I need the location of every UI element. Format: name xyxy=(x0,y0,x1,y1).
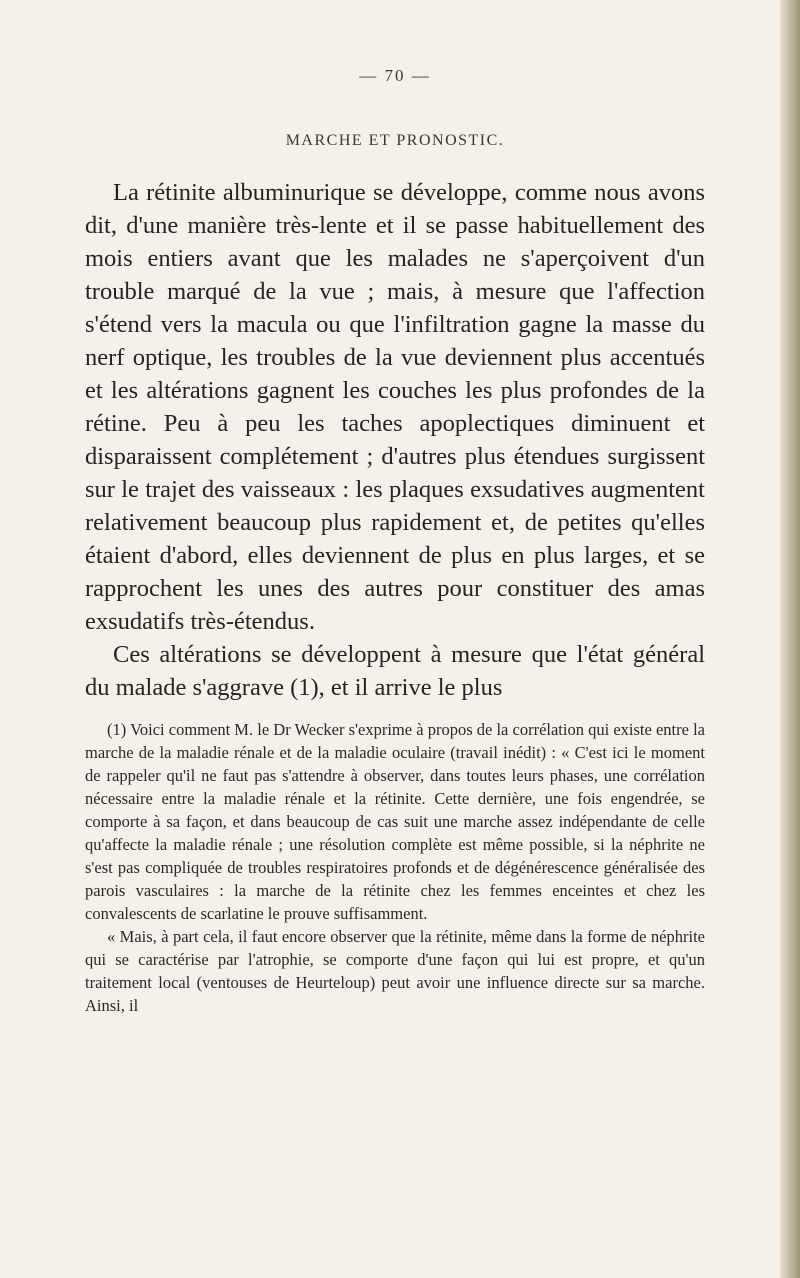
body-paragraph: Ces altérations se développent à mesure que l'état général du malade s'aggrave (1), et il arrive le plus xyxy=(85,641,705,701)
main-text xyxy=(85,176,705,704)
page-edge-shadow xyxy=(780,0,800,1278)
body-paragraph: La rétinite albuminurique se développe, comme nous avons dit, d'une manière très-lente et il se passe habituellement des mois entiers avant que les malades ne s'aperçoivent d'un trouble marqué de la vue ; mais, à mesure que l'affection s'étend vers la macula ou que l'infiltration gagne la masse du nerf optique, les troubles de la vue deviennent plus accentués et les altérations gagnent les couches les plus profondes de la rétine. Peu à peu les taches apoplectiques diminuent et disparaissent complétement ; d'autres plus étendues surgissent sur le trajet des vaisseaux : les plaques exsudatives augmentent relativement beaucoup plus rapidement et, de petites qu'elles étaient d'abord, elles deviennent de plus en plus larges, et se rapprochent les unes des autres pour constituer des amas exsudatifs très-étendus. xyxy=(85,179,705,635)
footnote xyxy=(85,718,705,1017)
running-head: MARCHE ET PRONOSTIC. xyxy=(285,132,505,149)
footnote-paragraph: « Mais, à part cela, il faut encore observer que la rétinite, même dans la forme de néphrite qui se caractérise par l'atrophie, se comporte d'une façon qui lui est propre, et qu'un traitement local (ventouses de Heurteloup) peut avoir une influence directe sur sa marche. Ainsi, il xyxy=(85,927,705,1015)
page-number: — 70 — xyxy=(359,66,431,85)
footnote-paragraph: (1) Voici comment M. le Dr Wecker s'exprime à propos de la corrélation qui existe entre la marche de la maladie rénale et de la maladie oculaire (travail inédit) : « C'est ici le moment de rappeler qu'il ne faut pas s'attendre à observer, dans toutes leurs phases, une corrélation nécessaire entre la maladie rénale et la rétinite. Cette dernière, une fois engendrée, se comporte à sa façon, et dans beaucoup de cas suit une marche assez indépendante de celle qu'affecte la maladie rénale ; une résolution complète est même possible, si la néphrite ne s'est pas compliquée de troubles respiratoires profonds et de dégénérescence généralisée des parois vasculaires : la marche de la rétinite chez les femmes enceintes et chez les convalescents de scarlatine le prouve suffisamment. xyxy=(85,720,705,923)
